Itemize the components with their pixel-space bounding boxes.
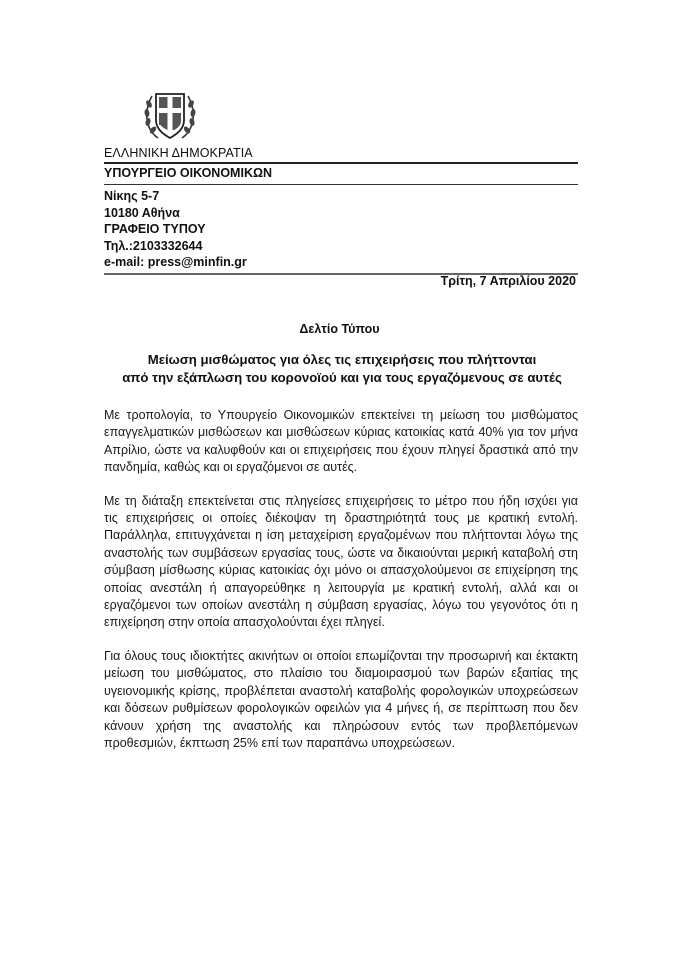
letterhead	[104, 146, 578, 275]
press-release-title	[90, 351, 594, 387]
press-release-body	[104, 407, 578, 768]
paragraph: Με τροπολογία, το Υπουργείο Οικονομικών επεκτείνει τη μείωση του μισθώματος επαγγελματικών μισθώσεων και μισθώσεων κύριας κατοικίας κατά 40% για τον μήνα Απρίλιο, ώστε να καλυφθούν και οι επιχειρήσεις που έχουν πληγεί δραστικά από την πανδημία, καθώς και οι εργαζόμενοι σε αυτές.	[104, 408, 578, 475]
title-line: Μείωση μισθώματος για όλες τις επιχειρήσεις που πλήττονται	[147, 352, 537, 367]
email: e-mail: press@minfin.gr	[104, 255, 247, 269]
greek-coat-of-arms-icon	[138, 82, 202, 146]
press-office: ΓΡΑΦΕΙΟ ΤΥΠΟΥ	[104, 222, 206, 236]
phone: Τηλ.:2103332644	[104, 238, 203, 253]
address-city: 10180 Αθήνα	[104, 205, 180, 220]
address-street: Νίκης 5-7	[104, 189, 160, 203]
release-date: Τρίτη, 7 Απριλίου 2020	[440, 274, 576, 288]
document-type: Δελτίο Τύπου	[299, 322, 380, 336]
contact-block	[104, 185, 578, 271]
ministry-name: ΥΠΟΥΡΓΕΙΟ ΟΙΚΟΝΟΜΙΚΩΝ	[104, 166, 273, 180]
paragraph: Για όλους τους ιδιοκτήτες ακινήτων οι οποίοι επωμίζονται την προσωρινή και έκτακτη μείωση του μισθώματος, στο πλαίσιο του διαμοιρασμού των βαρών εξαιτίας της υγειονομικής κρίσης, προβλέπεται αναστολή καταβολής φορολογικών υποχρεώσεων και δόσεων ρυθμίσεων φορολογικών οφειλών για 4 μήνες ή, σε περίπτωση που δεν κάνουν χρήση της αναστολής και πληρώσουν εντός των προβλεπόμενων προθεσμιών, έκπτωση 25% επί των παραπάνω υποχρεώσεων.	[104, 648, 578, 750]
country-name: ΕΛΛΗΝΙΚΗ ΔΗΜΟΚΡΑΤΙΑ	[104, 146, 253, 160]
paragraph: Με τη διάταξη επεκτείνεται στις πληγείσες επιχειρήσεις το μέτρο που ήδη ισχύει για τις επιχειρήσεις οι οποίες διέκοψαν τη δραστηριότητά τους με κρατική εντολή. Παράλληλα, επιτυγχάνεται η ίση μεταχείριση εργαζομένων που πλήττονται λόγω της αναστολής των συμβάσεων εργασίας τους, ώστε να δικαιούνται μερική καταβολή στη σύμβαση μίσθωσης κύριας κατοικίας όχι μόνο οι απασχολούμενοι σε επιχείρηση της οποίας ανεστάλη ή απαγορεύθηκε η λειτουργία με κρατική εντολή, αλλά και οι εργαζόμενοι των οποίων ανεστάλη η σύμβαση εργασίας, λόγω του γεγονότος ότι η επιχείρηση στην οποία απασχολούνται έχει πληγεί.	[104, 493, 578, 630]
title-line: από την εξάπλωση του κορονοϊού και για τους εργαζόμενους σε αυτές	[122, 370, 562, 385]
